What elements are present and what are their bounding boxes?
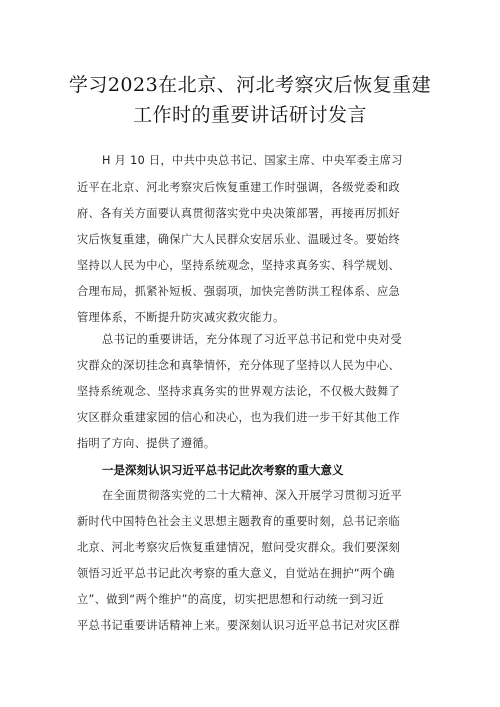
paragraph-3-line: 新时代中国特色社会主义思想主题教育的重要时刻，总书记亲临 [77, 515, 401, 528]
section-heading: 一是深刻认识习近平总书记此次考察的重大意义 [102, 463, 344, 477]
paragraph-1-line: 近平在北京、河北考察灾后恢复重建工作时强调，各级党委和政 [77, 181, 401, 194]
paragraph-2-line: 指明了方向、提供了遵循。 [77, 437, 216, 450]
document-title-line-1: 学习2023在北京、河北考察灾后恢复重建 [68, 74, 432, 96]
paragraph-3-line: 领悟习近平总书记此次考察的重大意义，自觉站在拥护“两个确 [77, 567, 395, 580]
paragraph-2-line: 灾群众的深切挂念和真挚情怀，充分体现了坚持以人民为中心、 [77, 359, 401, 372]
paragraph-2-line: 灾区群众重建家园的信心和决心，也为我们进一步干好其他工作 [77, 411, 401, 424]
paragraph-1-line: 管理体系，不断提升防灾减灾救灾能力。 [77, 311, 285, 324]
paragraph-1-line: 灾后恢复重建，确保广大人民群众安居乐业、温暖过冬。要始终 [77, 233, 401, 246]
paragraph-3-line: 北京、河北考察灾后恢复重建情况，慰问受灾群众。我们要深刻 [77, 541, 401, 554]
paragraph-3-line: 平总书记重要讲话精神上来。要深刻认识习近平总书记对灾区群 [77, 619, 401, 632]
paragraph-1-line: H 月 10 日，中共中央总书记、国家主席、中央军委主席习 [102, 154, 403, 167]
paragraph-3-line: 在全面贯彻落实党的二十大精神、深入开展学习贯彻习近平 [102, 489, 402, 502]
paragraph-1-line: 合理布局，抓紧补短板、强弱项，加快完善防洪工程体系、应急 [77, 285, 401, 298]
paragraph-3-line: 立”、做到“两个维护”的高度，切实把思想和行动统一到习近 [77, 593, 384, 606]
paragraph-1-line: 府、各有关方面要认真贯彻落实党中央决策部署，再接再厉抓好 [77, 207, 401, 220]
document-title-line-2: 工作时的重要讲话研讨发言 [132, 104, 367, 126]
paragraph-2-line: 总书记的重要讲话，充分体现了习近平总书记和党中央对受 [102, 333, 402, 346]
paragraph-1-line: 坚持以人民为中心，坚持系统观念，坚持求真务实、科学规划、 [77, 259, 401, 272]
paragraph-2-line: 坚持系统观念、坚持求真务实的世界观方法论，不仅极大鼓舞了 [77, 385, 401, 398]
